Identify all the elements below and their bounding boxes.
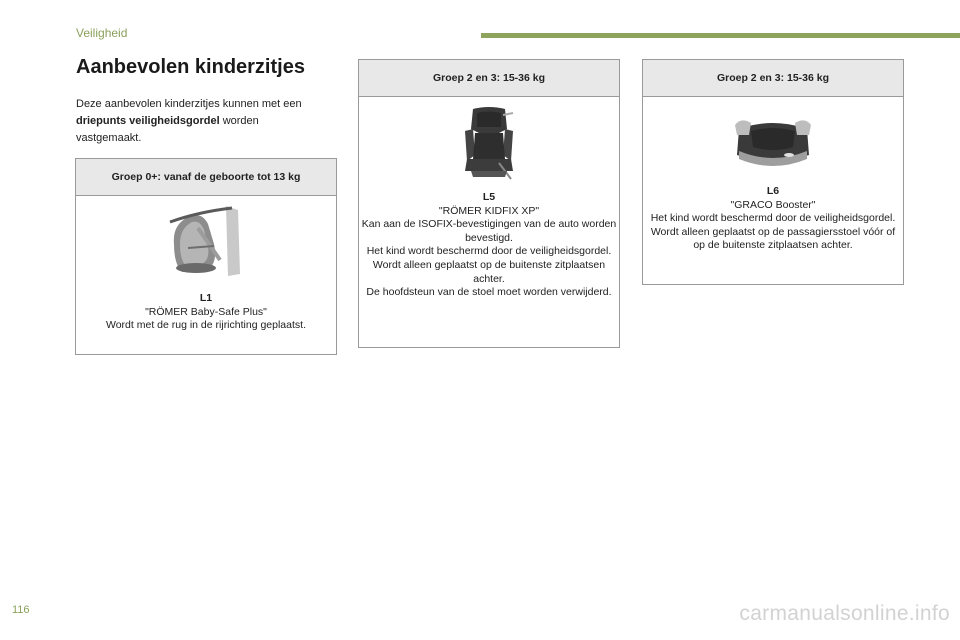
- card-group-header: Groep 2 en 3: 15-36 kg: [359, 60, 619, 97]
- watermark: carmanualsonline.info: [739, 602, 950, 625]
- booster-cushion-image: [643, 115, 903, 173]
- child-seat-card-l6: [642, 59, 904, 285]
- page-title: Aanbevolen kinderzitjes: [76, 56, 305, 78]
- intro-text-end: worden vastgemaakt.: [76, 115, 259, 144]
- intro-text-bold: driepunts veiligheidsgordel: [76, 115, 220, 127]
- header-accent-bar: [481, 33, 960, 38]
- card-description: [359, 191, 619, 300]
- child-seat-card-l5: [358, 59, 620, 348]
- seat-note: Wordt alleen geplaatst op de buitenste zitplaatsen achter.: [372, 258, 606, 285]
- page-number: 116: [12, 604, 30, 616]
- card-description: [76, 292, 336, 333]
- baby-seat-image: [76, 204, 336, 278]
- seat-name: "RÖMER KIDFIX XP": [438, 204, 540, 217]
- intro-text-start: Deze aanbevolen kinderzitjes kunnen met een: [76, 98, 302, 110]
- seat-note: Het kind wordt beschermd door de veiligheidsgordel.: [650, 212, 896, 225]
- seat-code: L5: [482, 191, 496, 203]
- seat-note: Het kind wordt beschermd door de veiligheidsgordel.: [366, 245, 612, 258]
- seat-note: Kan aan de ISOFIX-bevestigingen van de auto worden bevestigd.: [361, 218, 617, 244]
- child-seat-card-l1: [75, 158, 337, 355]
- seat-code: L1: [199, 292, 213, 304]
- booster-seat-with-backrest-image: [359, 105, 619, 181]
- seat-note: De hoofdsteun van de stoel moet worden verwijderd.: [366, 286, 612, 299]
- seat-name: "GRACO Booster": [730, 198, 816, 211]
- card-group-header: Groep 0+: vanaf de geboorte tot 13 kg: [76, 159, 336, 196]
- intro-paragraph: [76, 96, 326, 147]
- section-label: Veiligheid: [76, 26, 128, 40]
- seat-note: Wordt met de rug in de rijrichting geplaatst.: [106, 319, 306, 332]
- seat-name: "RÖMER Baby-Safe Plus": [145, 305, 267, 318]
- card-description: [643, 185, 903, 253]
- card-group-header: Groep 2 en 3: 15-36 kg: [643, 60, 903, 97]
- seat-code: L6: [766, 185, 780, 197]
- seat-note: Wordt alleen geplaatst op de passagiersstoel vóór of op de buitenste zitplaatsen achter.: [650, 225, 896, 252]
